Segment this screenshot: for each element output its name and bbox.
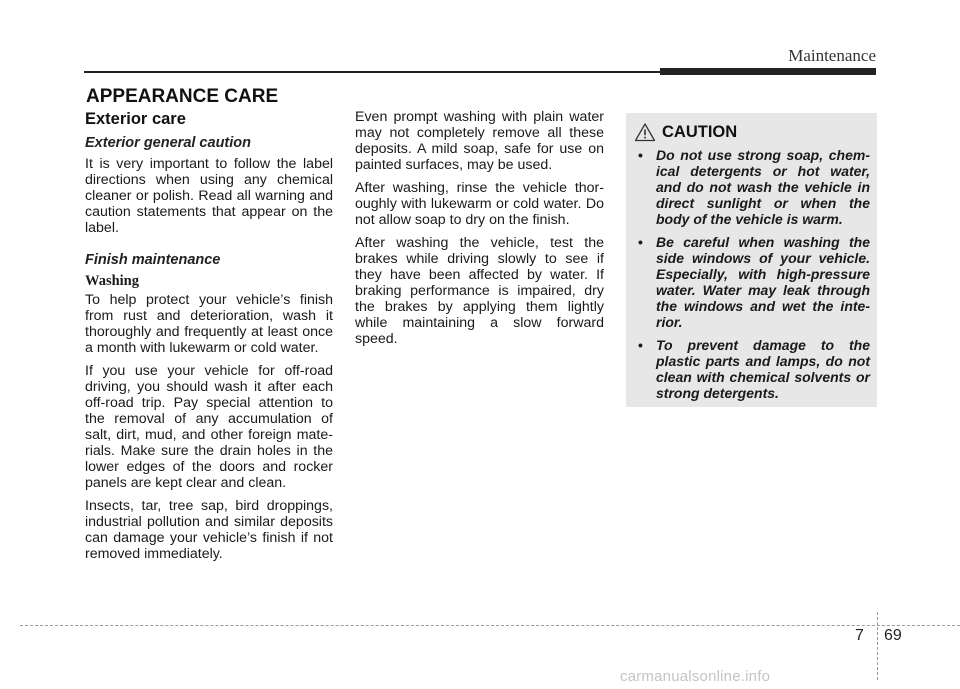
caution-item-text: To prevent damage to the plastic parts and lamps, do not clean with chemical solvents or strong detergents.: [656, 337, 870, 401]
caution-item-text: Be careful when washing the side windows of your vehicle. Especially, with high-pressure water. Water may leak through the windows and wet the interior.: [656, 234, 870, 330]
subheading-finish-maintenance: Finish maintenance: [85, 252, 221, 268]
subheading-washing: Washing: [85, 273, 139, 289]
header-rule-accent: [660, 68, 876, 75]
paragraph-off-road: If you use your vehicle for off-road driving, you should wash it after each off-road trip. Pay special attention to the removal of any accumulation of salt, dirt, mud, and other foreign materials. Make sure the drain holes in the lower edges of the doors and rocker panels are kept clear and clean.: [85, 363, 333, 491]
subheading-general-caution: Exterior general caution: [85, 135, 251, 151]
caution-item: [634, 234, 870, 330]
paragraph-label-directions: It is very important to follow the label directions when using any chemical cleaner or polish. Read all warning and caution statements that appear on the label.: [85, 156, 333, 236]
chapter-number: 7: [855, 627, 864, 644]
left-column: [85, 111, 333, 569]
caution-header: [634, 122, 737, 142]
watermark: carmanualsonline.info: [620, 668, 771, 685]
paragraph-rinse: After washing, rinse the vehicle thoroughly with lukewarm or cold water. Do not allow soap to dry on the finish.: [355, 180, 604, 228]
paragraph-wash-frequency: To help protect your vehicle’s finish from rust and deterioration, wash it thoroughly and frequently at least once a month with lukewarm or cold water.: [85, 292, 333, 356]
header-title: Maintenance: [788, 46, 876, 65]
section-title: APPEARANCE CARE: [86, 86, 279, 107]
bullet-icon: •: [638, 234, 643, 250]
bullet-icon: •: [638, 337, 643, 353]
paragraph-deposits: Insects, tar, tree sap, bird droppings, industrial pollution and similar deposits can damage your vehicle’s finish if not removed immediately.: [85, 498, 333, 562]
page-number: 69: [884, 627, 902, 644]
caution-item: [634, 337, 870, 401]
bullet-icon: •: [638, 147, 643, 163]
footer-divider: [877, 612, 878, 680]
middle-column: [355, 109, 604, 354]
caution-label: CAUTION: [662, 122, 738, 141]
heading-exterior-care: Exterior care: [85, 110, 186, 128]
header-rule: [84, 71, 660, 73]
caution-list: [634, 147, 870, 408]
caution-box: [626, 113, 877, 407]
paragraph-brake-test: After washing the vehicle, test the brakes while driving slowly to see if they have been affected by water. If braking performance is impaired, dry the brakes by applying them lightly while maintaining a slow forward speed.: [355, 235, 604, 347]
warning-triangle-icon: [634, 122, 656, 142]
caution-item: [634, 147, 870, 227]
footer-rule: [20, 625, 960, 626]
caution-item-text: Do not use strong soap, chemical detergents or hot water, and do not wash the vehicle in direct sunlight or when the body of the vehicle is warm.: [656, 147, 870, 227]
paragraph-mild-soap: Even prompt washing with plain water may not completely remove all these deposits. A mild soap, safe for use on painted surfaces, may be used.: [355, 109, 604, 173]
